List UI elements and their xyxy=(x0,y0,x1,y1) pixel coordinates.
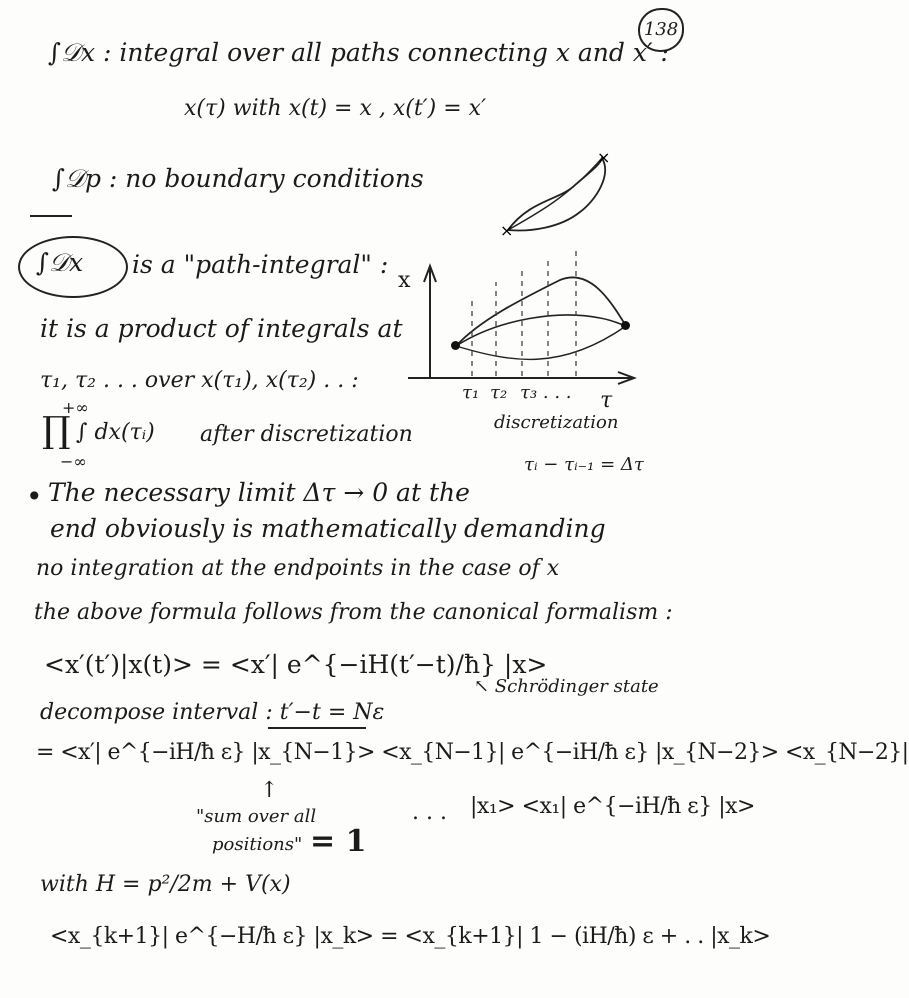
line-necessary-limit: The necessary limit Δτ → 0 at the xyxy=(48,478,470,507)
svg-text:×: × xyxy=(500,221,514,240)
line-path-integral-name: is a "path-integral" : xyxy=(132,250,389,279)
svg-text:×: × xyxy=(597,148,611,167)
line-after-discretization: after discretization xyxy=(200,422,413,447)
line-boundary-conditions-x: x(τ) with x(t) = x , x(t′) = x′ xyxy=(184,96,487,121)
tick-label-tau2: τ₂ xyxy=(490,382,508,403)
ellipsis: . . . xyxy=(412,800,447,825)
line-propagator: <x′(t′)|x(t)> = <x′| e^{−iH(t′−t)/ħ} |x> xyxy=(44,650,548,679)
axis-label-x: x xyxy=(398,268,411,293)
integral-dx: ∫ dx(τᵢ) xyxy=(76,420,155,445)
line-path-integral-def: ∫𝒟x : integral over all paths connecting x and x′ : xyxy=(48,38,669,67)
line-short-time-expansion: <x_{k+1}| e^{−H/ħ ε} |x_k> = <x_{k+1}| 1 − (iH/ħ) ε + . . |x_k> xyxy=(50,924,771,949)
up-arrow-icon: ↑ xyxy=(260,778,279,803)
figure-caption-equation: τᵢ − τᵢ₋₁ = Δτ xyxy=(524,454,644,475)
line-canonical-formalism: the above formula follows from the canonical formalism : xyxy=(34,600,673,625)
axis-label-tau: τ xyxy=(600,388,613,413)
end-point-dot xyxy=(621,321,630,330)
start-point-dot xyxy=(451,341,460,350)
note-sum-over-all: "sum over all xyxy=(196,806,317,827)
note-positions: positions" xyxy=(212,834,303,855)
tick-label-tau3: τ₃ . . . xyxy=(520,382,572,403)
line-time-slicing: = <x′| e^{−iH/ħ ε} |x_{N−1}> <x_{N−1}| e^{−iH/ħ ε} |x_{N−2}> <x_{N−2}| xyxy=(36,740,909,765)
product-symbol: ∏ xyxy=(42,410,71,451)
tick-label-tau1: τ₁ xyxy=(462,382,480,403)
line-over-points: τ₁, τ₂ . . . over x(τ₁), x(τ₂) . . : xyxy=(40,368,359,393)
line-last-factor: |x₁> <x₁| e^{−iH/ħ ε} |x> xyxy=(470,794,755,819)
line-mathematically-demanding: end obviously is mathematically demanding xyxy=(50,514,606,543)
bullet-icon: • xyxy=(26,480,43,513)
upper-limit: +∞ xyxy=(62,398,89,417)
page-number: 138 xyxy=(638,8,684,52)
circled-path-integral: ∫𝒟x xyxy=(36,248,84,277)
lower-limit: −∞ xyxy=(60,452,87,471)
line-decompose-interval: decompose interval : t′−t = Nε xyxy=(40,700,385,725)
note-schrodinger-state: ↖ Schrödinger state xyxy=(474,676,659,697)
completeness-equals-one: = 1 xyxy=(310,824,367,859)
line-product-integrals: it is a product of integrals at xyxy=(40,314,403,343)
line-no-integration-endpoints: no integration at the endpoints in the case of x xyxy=(36,556,560,581)
line-hamiltonian: with H = p²/2m + V(x) xyxy=(40,872,291,897)
line-momentum-integral: ∫𝒟p : no boundary conditions xyxy=(52,164,424,193)
figure-caption: discretization xyxy=(494,412,619,433)
